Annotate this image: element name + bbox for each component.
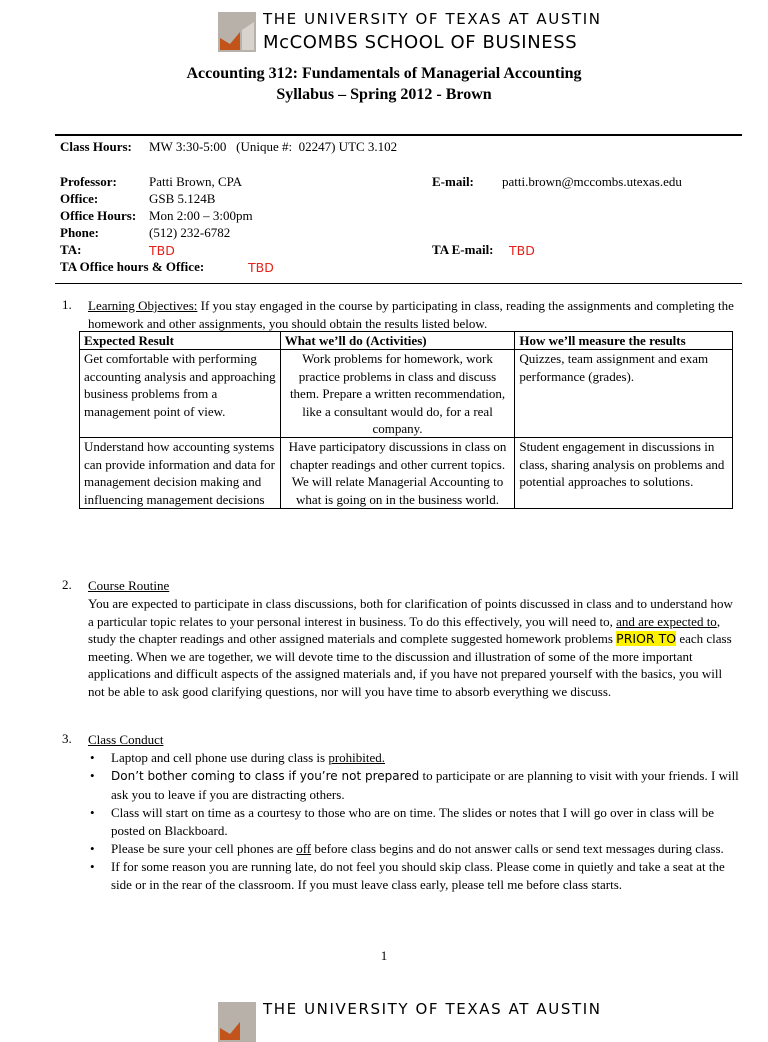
course-title: Accounting 312: Fundamentals of Managerial Accounting xyxy=(186,65,582,82)
ta-label: TA: xyxy=(60,242,82,257)
section-heading: Course Routine xyxy=(88,578,170,593)
ta-email-label: TA E-mail: xyxy=(432,242,494,257)
course-routine-heading-wrap xyxy=(88,577,740,595)
ta-office-value: TBD xyxy=(248,260,274,275)
mccombs-logo-mark-icon xyxy=(218,12,256,52)
list-item-text: to participate or are planning to visit with your friends. I will ask you to leave if you are distracting others. xyxy=(111,768,739,802)
table-cell: Understand how accounting systems can provide information and data for management decision making and influencing management decisions xyxy=(80,438,281,509)
ta-email-value: TBD xyxy=(509,243,535,258)
list-item-text: Laptop and cell phone use during class is xyxy=(111,750,329,765)
logo-university-name: THE UNIVERSITY OF TEXAS AT AUSTIN xyxy=(263,10,602,28)
office-value: GSB 5.124B xyxy=(149,191,216,206)
syllabus-subtitle: Syllabus – Spring 2012 - Brown xyxy=(276,86,492,103)
learning-objectives-intro xyxy=(88,297,740,332)
list-item xyxy=(88,858,740,893)
bullet-icon: • xyxy=(90,768,95,784)
highlighted-text: PRIOR TO xyxy=(616,631,677,647)
table-cell: Quizzes, team assignment and exam performance (grades). xyxy=(515,350,733,438)
table-row xyxy=(80,350,733,438)
mccombs-logo xyxy=(218,10,618,56)
class-hours-value: MW 3:30-5:00 (Unique #: 02247) UTC 3.102 xyxy=(149,139,398,154)
top-rule xyxy=(55,134,742,136)
section-number: 3. xyxy=(62,731,72,746)
list-item-text: If for some reason you are running late, do not feel you should skip class. Please come in quietly and take a seat at the side or in the rear of the classroom. If you must leave class early, please tell me before class starts. xyxy=(111,859,725,892)
list-item-text: Don’t bother coming to class if you’re not prepared xyxy=(111,769,420,784)
logo-school-name: McCOMBS SCHOOL OF BUSINESS xyxy=(263,32,578,53)
ta-office-label: TA Office hours & Office: xyxy=(60,259,205,274)
class-hours-label: Class Hours: xyxy=(60,139,132,154)
list-item-text: Class will start on time as a courtesy to those who are on time. The slides or notes that I will go over in class will be posted on Blackboard. xyxy=(111,805,715,838)
list-item xyxy=(88,749,740,766)
list-item xyxy=(88,840,740,857)
objectives-table xyxy=(79,331,733,509)
section-number: 1. xyxy=(62,297,72,312)
class-conduct-heading-wrap xyxy=(88,731,740,749)
list-item xyxy=(88,804,740,839)
list-item xyxy=(88,767,740,803)
phone-value: (512) 232-6782 xyxy=(149,225,231,240)
bullet-icon: • xyxy=(90,841,95,857)
section-intro-text: If you stay engaged in the course by participating in class, reading the assignments and completing the homework and other assignments, you should obtain the results listed below. xyxy=(88,298,734,331)
logo-university-name: THE UNIVERSITY OF TEXAS AT AUSTIN xyxy=(263,1000,602,1018)
table-header-row xyxy=(80,332,733,350)
section-number: 2. xyxy=(62,577,72,592)
course-routine-paragraph xyxy=(88,595,740,701)
professor-label: Professor: xyxy=(60,174,117,189)
paragraph-text: each class meeting. When we are together, we will devote time to the discussion and illustration of some of the more important applications and difficult aspects of the assigned materials and, if you have not prepared yourself with the basics, you will not be able to ask good clarifying questions, nor will you have time to absorb everything we discuss. xyxy=(88,631,732,699)
bullet-icon: • xyxy=(90,750,95,765)
mccombs-logo-mark-icon xyxy=(218,1002,256,1042)
class-conduct-list xyxy=(88,749,740,894)
paragraph-underlined-text: and are expected to xyxy=(616,613,717,629)
table-header-cell: Expected Result xyxy=(80,332,281,350)
section-heading: Class Conduct xyxy=(88,732,164,747)
list-item-underlined-text: off xyxy=(296,841,312,857)
office-hours-value: Mon 2:00 – 3:00pm xyxy=(149,208,253,223)
section-heading: Learning Objectives: xyxy=(88,298,198,313)
ta-value: TBD xyxy=(149,243,175,258)
list-item-underlined-text: prohibited. xyxy=(328,750,386,765)
table-header-cell: How we’ll measure the results xyxy=(515,332,733,350)
table-cell: Student engagement in discussions in class, sharing analysis on problems and potential approaches to solutions. xyxy=(515,438,733,509)
table-header-cell: What we’ll do (Activities) xyxy=(280,332,515,350)
paragraph-text: You are expected to participate in class discussions, both for clarification of points discussed in class and to understand how a particular topic relates to your personal interest in business. To do this effectively, you will need to, xyxy=(88,596,733,629)
bullet-icon: • xyxy=(90,859,95,875)
paragraph-text: , study the chapter readings and other assigned materials and complete suggested homework problems xyxy=(88,613,721,647)
bullet-icon: • xyxy=(90,805,95,821)
page-number: 1 xyxy=(380,948,388,963)
table-cell: Have participatory discussions in class on chapter readings and other current topics. We will relate Managerial Accounting to what is going on in the business world. xyxy=(280,438,515,509)
table-cell: Get comfortable with performing accounting analysis and approaching business problems from a management point of view. xyxy=(80,350,281,438)
email-label: E-mail: xyxy=(432,174,474,189)
table-cell: Work problems for homework, work practice problems in class and discuss them. Prepare a written recommendation, like a consultant would do, for a real company. xyxy=(280,350,515,438)
phone-label: Phone: xyxy=(60,225,99,240)
professor-value: Patti Brown, CPA xyxy=(149,174,243,189)
info-bottom-rule xyxy=(55,283,742,284)
next-page-logo xyxy=(218,1000,618,1040)
list-item-text: before class begins and do not answer calls or send text messages during class. xyxy=(311,841,724,857)
email-value[interactable]: patti.brown@mccombs.utexas.edu xyxy=(502,174,682,189)
list-item-text: Please be sure your cell phones are xyxy=(111,841,297,857)
table-row xyxy=(80,438,733,509)
office-label: Office: xyxy=(60,191,99,206)
office-hours-label: Office Hours: xyxy=(60,208,137,223)
